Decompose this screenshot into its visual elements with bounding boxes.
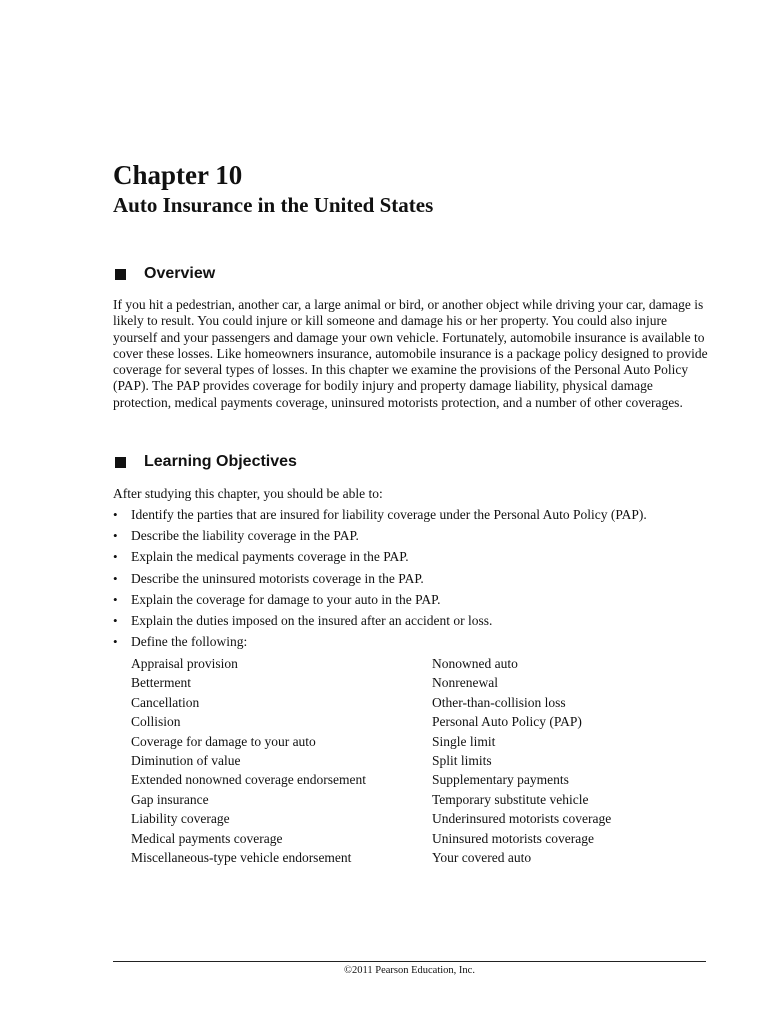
chapter-title: Auto Insurance in the United States	[113, 193, 434, 217]
objective-item	[113, 634, 647, 655]
bullet-icon: •	[113, 591, 118, 607]
key-terms-right-column	[432, 656, 611, 869]
overview-section-heading	[113, 264, 215, 284]
bullet-icon: •	[113, 549, 118, 565]
objective-text: Identify the parties that are insured for liability coverage under the Personal Auto Policy (PAP).	[131, 507, 647, 522]
square-bullet-icon	[115, 457, 126, 468]
objective-text: Explain the medical payments coverage in the PAP.	[131, 549, 409, 565]
key-term: Your covered auto	[432, 849, 532, 865]
key-term: Personal Auto Policy (PAP)	[432, 714, 582, 730]
chapter-number: Chapter 10	[113, 160, 243, 190]
key-term: Liability coverage	[131, 811, 230, 827]
learning-objectives-heading	[113, 452, 297, 472]
key-term: Collision	[131, 714, 181, 730]
key-term: Other-than-collision loss	[432, 694, 566, 710]
bullet-icon: •	[113, 570, 118, 586]
key-term: Betterment	[131, 675, 191, 691]
key-term: Medical payments coverage	[131, 830, 283, 846]
objective-text: Explain the duties imposed on the insured after an accident or loss.	[131, 612, 493, 628]
key-term: Single limit	[432, 733, 496, 749]
key-term: Nonowned auto	[432, 656, 518, 671]
key-term: Gap insurance	[131, 791, 209, 807]
key-term: Nonrenewal	[432, 675, 498, 691]
overview-heading-text: Overview	[144, 265, 216, 282]
bullet-icon: •	[113, 634, 118, 650]
objectives-intro: After studying this chapter, you should be able to:	[113, 486, 383, 501]
key-term: Coverage for damage to your auto	[131, 733, 316, 749]
objective-text: Describe the liability coverage in the PAP.	[131, 528, 359, 544]
objective-item	[113, 613, 647, 634]
square-bullet-icon	[115, 269, 126, 280]
footer-copyright: ©2011 Pearson Education, Inc.	[344, 965, 475, 976]
footer-divider	[113, 961, 706, 962]
objective-item	[113, 592, 647, 613]
objective-item	[113, 549, 647, 570]
key-term: Cancellation	[131, 694, 200, 710]
objective-text: Define the following:	[131, 634, 248, 650]
objective-text: Describe the uninsured motorists coverage in the PAP.	[131, 570, 424, 586]
key-term: Extended nonowned coverage endorsement	[131, 772, 367, 788]
objectives-list	[113, 507, 647, 655]
objective-item	[113, 507, 647, 528]
key-terms-left-column	[131, 656, 366, 869]
objective-text: Explain the coverage for damage to your auto in the PAP.	[131, 591, 441, 607]
objective-item	[113, 528, 647, 549]
overview-paragraph: If you hit a pedestrian, another car, a large animal or bird, or another object while driving your car, damage is likely to result. You could injure or kill someone and damage his or her property. You could also injure yourself and your passengers and damage your own vehicle. Fortunately, automobile insurance is available to cover these losses. Like homeowners insurance, automobile insurance is a package policy designed to provide coverage for several types of losses. In this chapter we examine the provisions of the Personal Auto Policy (PAP). The PAP provides coverage for bodily injury and property damage liability, physical damage protection, medical payments coverage, uninsured motorists protection, and a number of other coverages.	[113, 297, 708, 410]
objective-item	[113, 571, 647, 592]
key-term: Uninsured motorists coverage	[432, 830, 594, 846]
learning-objectives-heading-text: Learning Objectives	[144, 453, 297, 470]
key-term: Underinsured motorists coverage	[432, 811, 612, 827]
key-term: Supplementary payments	[432, 772, 569, 788]
key-term: Appraisal provision	[131, 656, 238, 671]
key-term: Temporary substitute vehicle	[432, 791, 589, 807]
bullet-icon: •	[113, 612, 118, 628]
key-term: Split limits	[432, 752, 492, 768]
bullet-icon: •	[113, 507, 118, 522]
key-term: Miscellaneous-type vehicle endorsement	[131, 849, 352, 865]
bullet-icon: •	[113, 528, 118, 544]
key-term: Diminution of value	[131, 752, 241, 768]
